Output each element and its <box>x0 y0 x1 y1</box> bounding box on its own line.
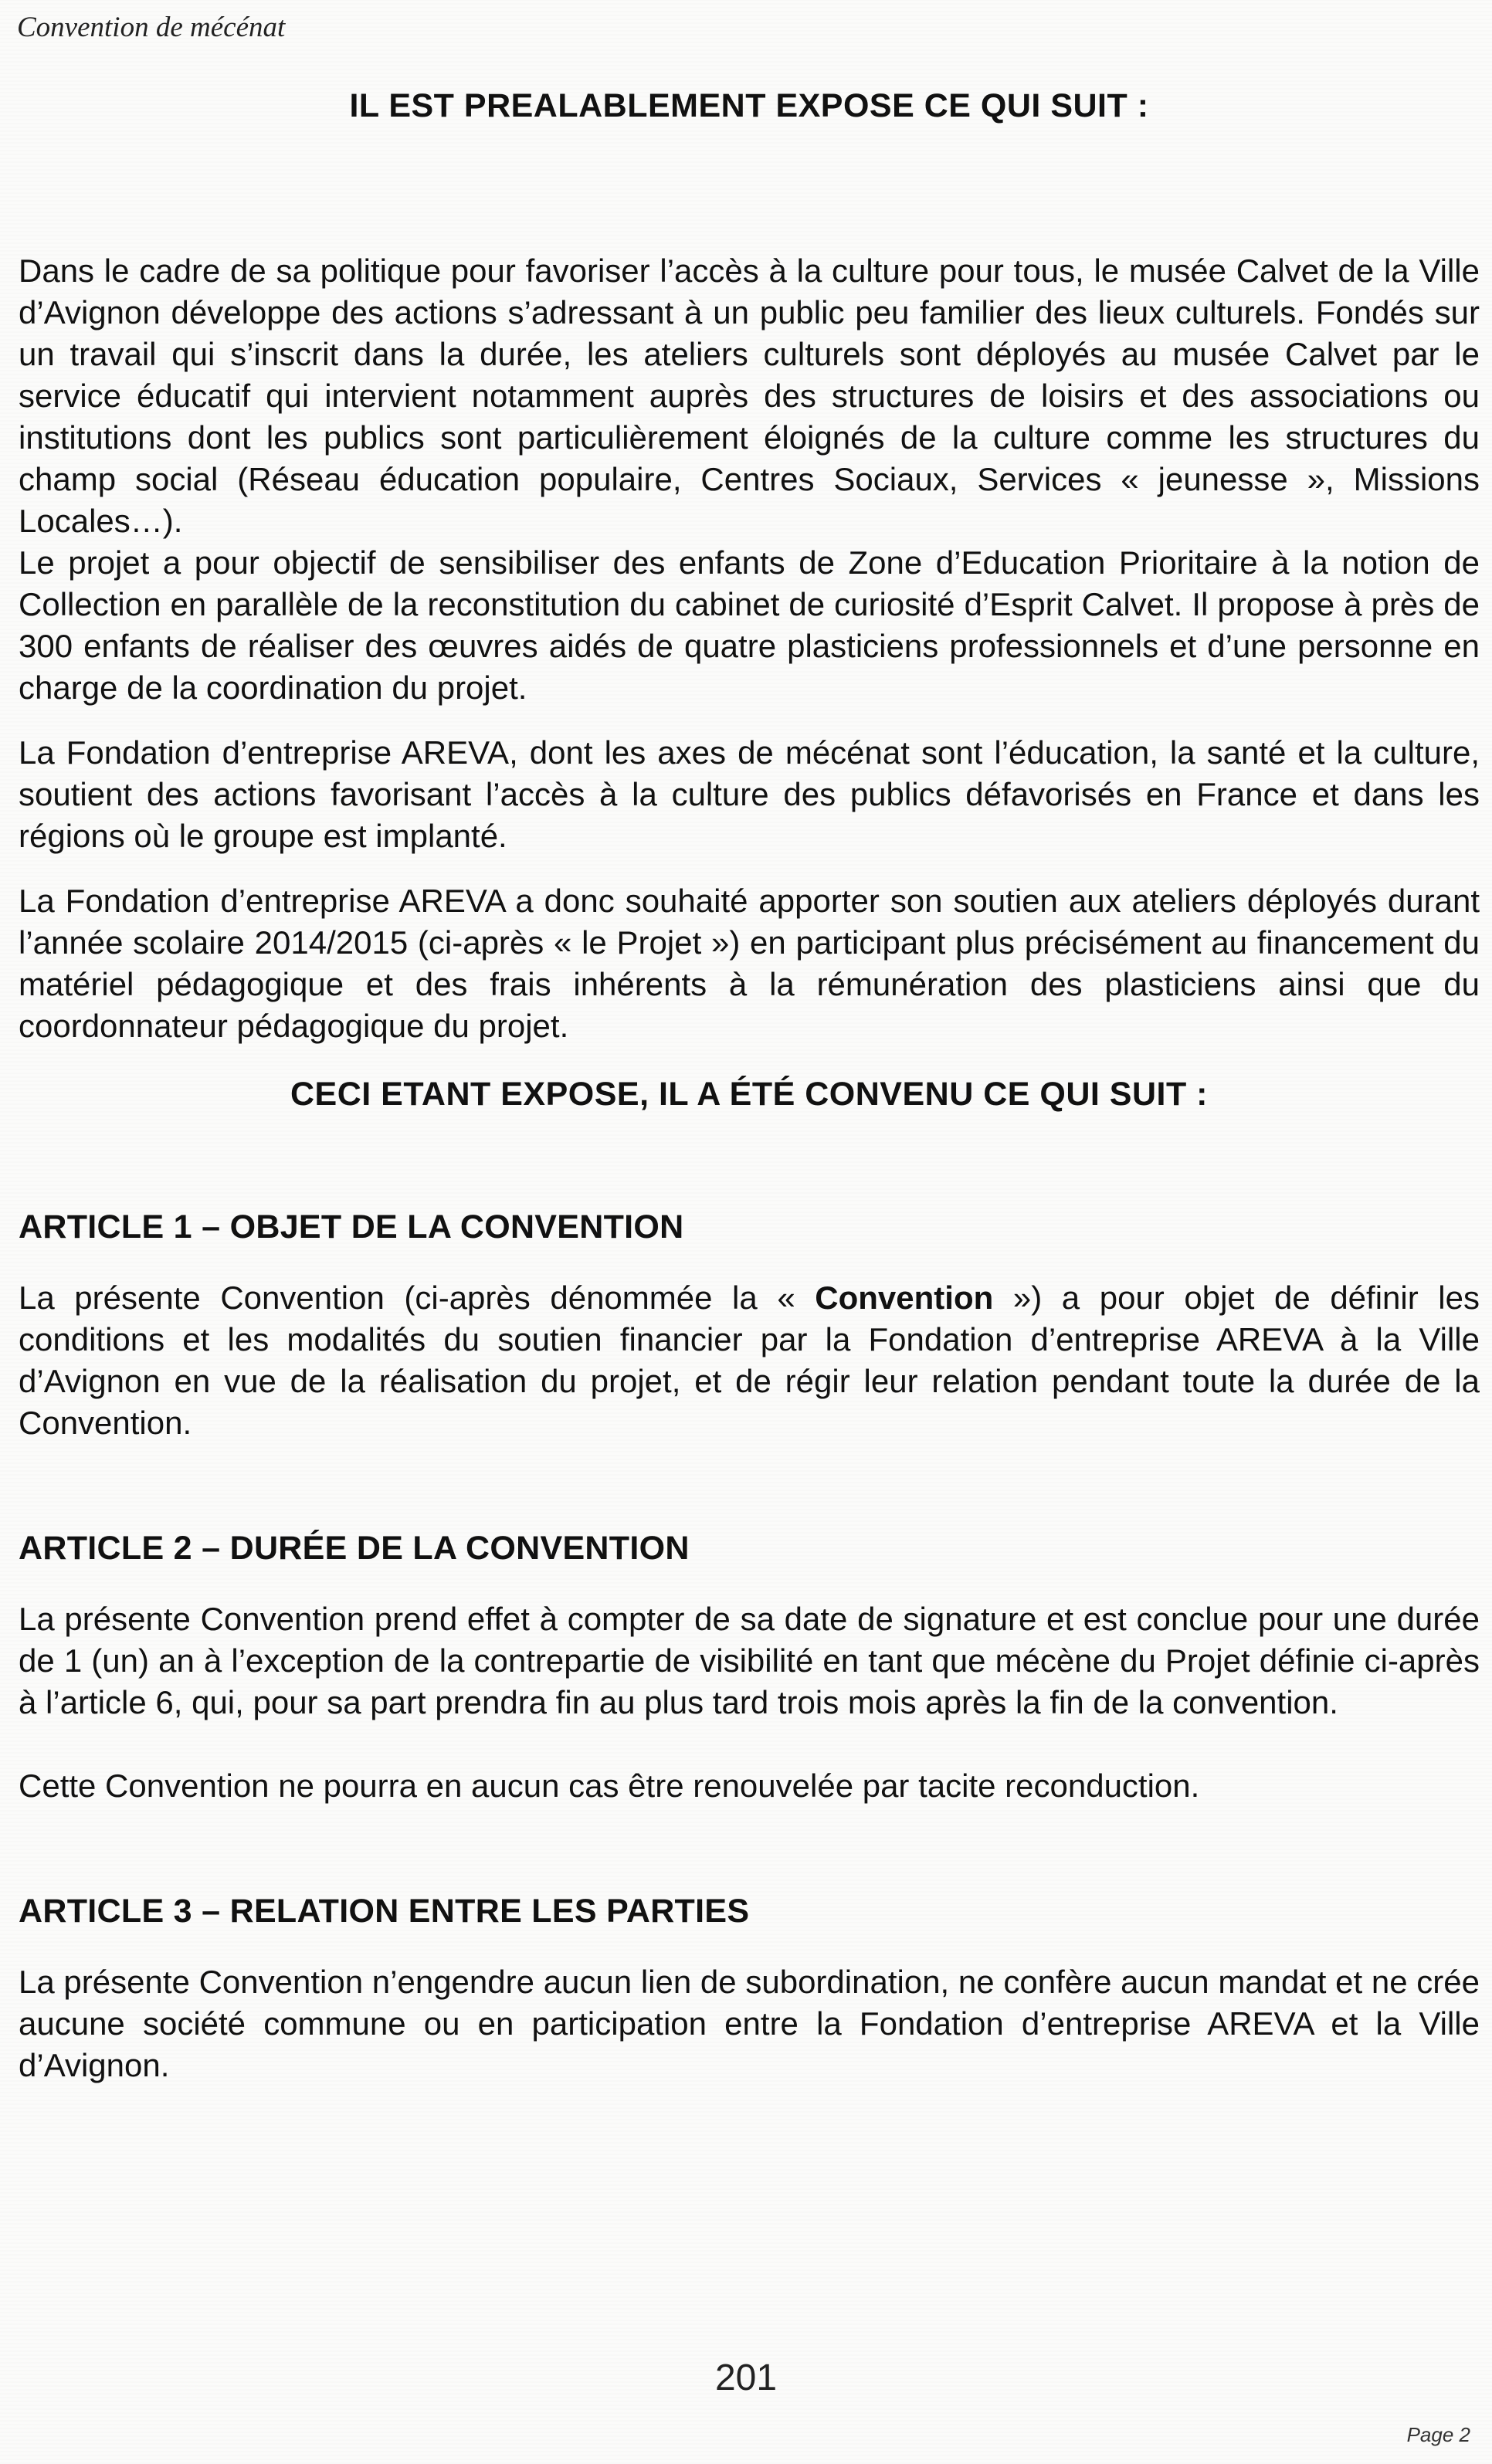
document-body <box>19 85 1480 2086</box>
page-label: Page 2 <box>1406 2423 1470 2446</box>
article-3-paragraph: La présente Convention n’engendre aucun lien de subordination, ne confère aucun mandat et ne crée aucune société commune ou en participation entre la Fondation d’entreprise AREVA et la Ville d’Avignon. <box>19 1964 1480 2083</box>
page-number: 201 <box>714 2357 778 2398</box>
article-1-defined-term: Convention <box>815 1279 994 1316</box>
preamble-paragraph-1: Dans le cadre de sa politique pour favoriser l’accès à la culture pour tous, le musée Calvet de la Ville d’Avignon développe des actions s’adressant à un public peu familier des lieux culturels. Fondés sur un travail qui s’inscrit dans la durée, les ateliers culturels sont déployés au musée Calvet par le service éducatif qui intervient notamment auprès des structures de loisirs et des associations ou institutions dont les publics sont particulièrement éloignés de la culture comme les structures du champ social (Réseau éducation populaire, Centres Sociaux, Services « jeunesse », Missions Locales…). <box>19 253 1480 539</box>
article-1-paragraph <box>19 1277 1480 1444</box>
article-2-title: ARTICLE 2 – DURÉE DE LA CONVENTION <box>19 1530 690 1567</box>
preamble-paragraph-4: La Fondation d’entreprise AREVA a donc souhaité apporter son soutien aux ateliers déployés durant l’année scolaire 2014/2015 (ci-après « le Projet ») en participant plus précisément au financement du matériel pédagogique et des frais inhérents à la rémunération des plasticiens ainsi que du coordonnateur pédagogique du projet. <box>19 883 1480 1044</box>
preamble-title: IL EST PREALABLEMENT EXPOSE CE QUI SUIT : <box>349 87 1149 124</box>
article-1-text-end: ») a pour objet de définir les conditions et les modalités du soutien financier par la Fondation d’entreprise AREVA à la Ville d’Avignon en vue de la réalisation du projet, et de régir leur relation pendant toute la durée de la Convention. <box>19 1279 1480 1441</box>
article-1-title: ARTICLE 1 – OBJET DE LA CONVENTION <box>19 1208 684 1246</box>
agreement-title: CECI ETANT EXPOSE, IL A ÉTÉ CONVENU CE QUI SUIT : <box>290 1076 1209 1113</box>
article-1-text-start: La présente Convention (ci-après dénommée la « <box>19 1279 816 1316</box>
running-header: Convention de mécénat <box>17 12 286 43</box>
article-2-paragraph-2: Cette Convention ne pourra en aucun cas être renouvelée par tacite reconduction. <box>19 1768 1200 1804</box>
preamble-paragraph-3: La Fondation d’entreprise AREVA, dont les axes de mécénat sont l’éducation, la santé et la culture, soutient des actions favorisant l’accès à la culture des publics défavorisés en France et dans les régions où le groupe est implanté. <box>19 734 1480 854</box>
article-3-title: ARTICLE 3 – RELATION ENTRE LES PARTIES <box>19 1893 750 1930</box>
article-2-paragraph-1: La présente Convention prend effet à compter de sa date de signature et est conclue pour une durée de 1 (un) an à l’exception de la contrepartie de visibilité en tant que mécène du Projet définie ci-après à l’article 6, qui, pour sa part prendra fin au plus tard trois mois après la fin de la convention. <box>19 1601 1480 1720</box>
preamble-paragraph-2: Le projet a pour objectif de sensibiliser des enfants de Zone d’Education Prioritaire à la notion de Collection en parallèle de la reconstitution du cabinet de curiosité d’Esprit Calvet. Il propose à près de 300 enfants de réaliser des œuvres aidés de quatre plasticiens professionnels et d’une personne en charge de la coordination du projet. <box>19 544 1480 706</box>
